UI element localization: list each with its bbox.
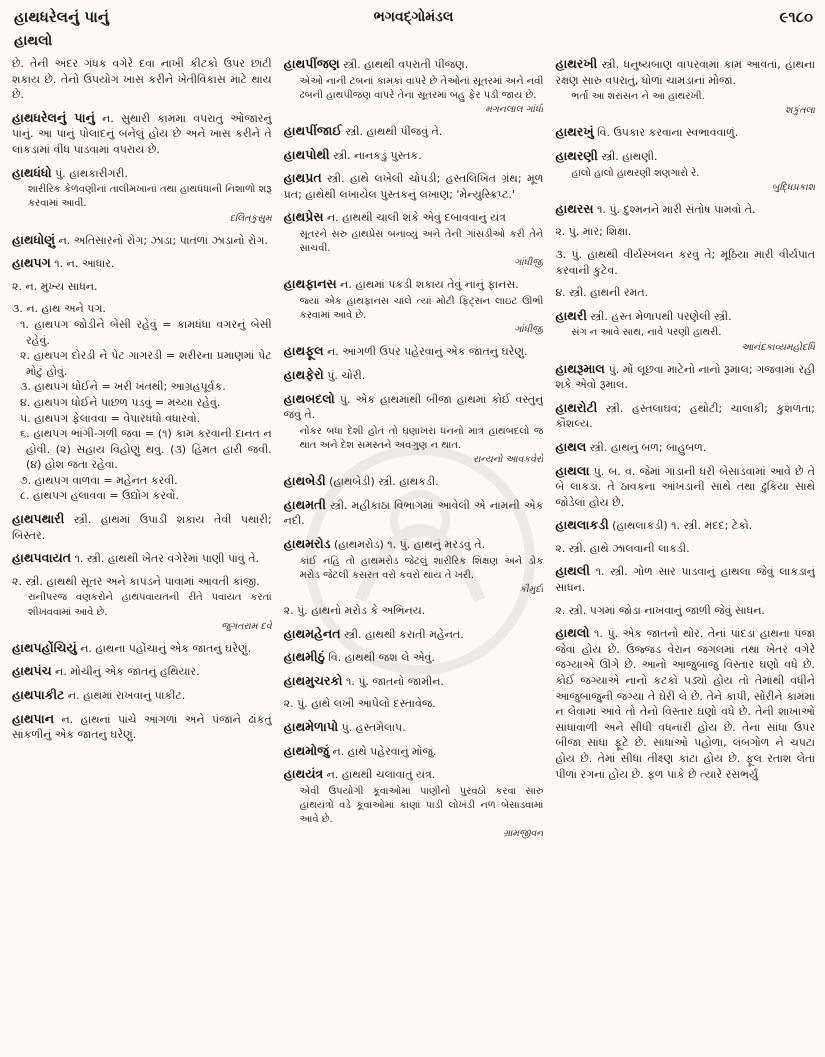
dictionary-entry	[12, 56, 272, 103]
definition-text: સ્ત્રી. હસ્તલાઘવ; હથોટી; ચાલાકી; કુશળતા; કૌશલ્ય.	[555, 401, 816, 431]
dictionary-entry	[555, 603, 815, 619]
column-1	[12, 56, 272, 1051]
headword: હાથબેડી	[283, 473, 326, 489]
definition-text: (હાથલાકડી) ૧. સ્ત્રી. મદદ; ટેકો.	[608, 519, 753, 533]
definition-text: ન. હાથથી ચાલી શકે એવું દબાવવાનું યંત્ર	[323, 211, 506, 225]
dictionary-columns	[12, 56, 815, 1051]
dictionary-entry	[12, 663, 272, 680]
dictionary-entry	[12, 110, 272, 158]
definition-text: પું. મોં લૂછવા માટેનો નાનો રૂમાલ; ગજવામાં રહી શકે એવો રૂમાલ.	[555, 362, 816, 392]
dictionary-entry	[12, 574, 272, 633]
idiom-subentry: ૬. હાથપગ ભાંગી-ગળી જવા = (૧) કામ કરવાની દાનત ન હોવી. (૨) સહાય વિહોણું થવું. (૩) હિંમત હારી જવી. (૪) હોશ જતા રહેવા.	[20, 427, 272, 472]
definition-text: ન. મોચીનું એક જાતનું હથિયાર.	[51, 665, 200, 679]
dictionary-entry	[284, 497, 544, 529]
definition-text: ન. હાથે પહેરવાનું મોજું.	[329, 744, 437, 758]
headword: હાથધંધો	[12, 164, 52, 180]
dictionary-entry	[555, 625, 815, 782]
dictionary-entry	[12, 301, 272, 504]
headword: હાથપહોંચિયું	[12, 639, 77, 655]
definition-text: ન. સુથારી કામમાં વપરાતું ઓજારનું પાનું. આ પાનું પોલાદનું બનેલું હોય છે અને ખાસ કરીને તે લાકડામાં વીંધ પાડવામાં વપરાય છે.	[12, 111, 272, 156]
dictionary-entry	[284, 209, 544, 269]
dictionary-entry	[555, 224, 815, 240]
headword: હાથરૂમાલ	[555, 360, 605, 376]
definition-text: ૨. ન. મુખ્ય સાધન.	[12, 279, 98, 293]
dictionary-entry	[555, 541, 815, 557]
dictionary-entry	[284, 170, 544, 202]
page-header	[14, 8, 813, 32]
usage-example	[300, 785, 544, 841]
example-source: આનંદકાવ્યમહોદધિ	[741, 341, 816, 353]
dictionary-entry	[555, 247, 815, 278]
dictionary-entry	[284, 473, 544, 490]
definition-text: સ્ત્રી. હાથનું બળ; બાહુબળ.	[586, 440, 707, 454]
dictionary-entry	[12, 232, 272, 249]
dictionary-entry	[284, 276, 544, 336]
definition-text: સ્ત્રી. હાથથી કરાતી મહેનત.	[340, 627, 464, 641]
dictionary-entry	[284, 743, 544, 760]
example-text: રાનીપરજ વણકરોને હાથપવાયતની રીતે પવાયત કરતાં શીખવવામાં આવે છે.	[28, 592, 272, 618]
definition-text: સ્ત્રી. હાથથી પીંજવું તે.	[342, 125, 443, 138]
example-text: કાંઈ નહિ તો હાથમરોડ જેટલું શારીરિક શિક્ષણ અને ડોક મરોડ જેટલી કસરત વરો કવરો થાય તે ખરી.	[299, 555, 544, 581]
idiom-subentry: ૪. હાથપગ ધોઈને પાછળ પડવું = મચ્યા રહેવું.	[20, 395, 221, 409]
dictionary-entry	[12, 165, 272, 225]
definition-text: સ્ત્રી. મહીકાંઠા વિભાગમાં આવેલી એ નામની એક નદી.	[283, 498, 544, 528]
dictionary-entry	[555, 308, 815, 354]
headword: હાથપીંજણ	[283, 56, 340, 71]
headword: હાથધરેલનું પાનું	[12, 109, 95, 125]
example-source: ગાંધીજી	[514, 257, 544, 269]
dictionary-entry	[555, 463, 815, 511]
headword: હાથબદલો	[283, 390, 335, 406]
example-source: ગાંધીજી	[514, 324, 544, 336]
dictionary-entry	[12, 687, 272, 704]
dictionary-entry	[12, 711, 272, 743]
headword: હાથમહેનત	[283, 625, 341, 641]
example-text: સંગ ન આવે સાથ, નાવે પરણી હાથરી.	[571, 327, 722, 339]
example-text: શારીરિક કેળવણીનાં તાલીમખાનાં તથા હાથધંધાની નિશાળો શરૂ કરવામાં આવી.	[28, 184, 272, 210]
dictionary-entry	[555, 148, 815, 194]
idiom-subentry: ૧. હાથપગ જોડીને બેસી રહેવું = કામધંધા વગરનું બેસી રહેવું.	[20, 317, 272, 347]
usage-example	[300, 295, 544, 336]
page-number: ૯૧૮૦	[779, 8, 813, 26]
definition-text: છે. તેની અંદર ગંધક વગેરે દવા નાખી કીટકો ઉપર છાંટી શકાય છે. તેનો ઉપયોગ ખાસ કરીને ખેતીવિકાસ માટે થાય છે.	[12, 57, 272, 102]
definition-text: (હાથબેડી) સ્ત્રી. હાથકડી.	[325, 475, 439, 489]
usage-example	[571, 326, 815, 353]
idiom-subentry: ૭. હાથપગ વાળવા = મહેનત કરવી.	[20, 473, 178, 487]
definition-text: પું. ચોરી.	[323, 368, 366, 382]
dictionary-entry	[555, 563, 815, 595]
headword: હાથમીઠું	[283, 649, 325, 665]
usage-example	[300, 75, 544, 116]
usage-example	[571, 167, 815, 194]
definition-text: ૧. પું. એક જાતનો થોર. તેનાં પાંદડાં હાથના પંજા જેવાં હોય છે. ઉજ્જડ વેરાન જંગલમાં તથા ખેતર વગેરે જગ્યાએ ઊગે છે. આનો આજુબાજુ વિસ્તાર ઘણો વધે છે. કોઈ જગ્યાએ નાનો કટકો પડ્યો હોય તો તેમાંથી વધીને આજુબાજુની જગ્યા તે ઘેરી લે છે. તેને કાપી, સોરીને કામમાં ન લેવામાં આવે તો તેનો વિસ્તાર ઘણો વધે છે. તેની શાખાઓ સાંધાવાળી અને સીધી વધનારી હોય છે. તેના સાંધા ઉપર બીજા સાંધા ફૂટે છે. સાંધાઓ પહોળા, લંબગોળ ને ચપટા હોય છે. તેમાં સીધા તીક્ષ્ણ કાંટા હોય છે. ફૂલ રતાશ લેતાં પીળાં રંગનાં હોય છે. ફળ પાકે છે ત્યારે રસભર્યું	[555, 627, 816, 781]
running-head-sub: હાથલો	[14, 33, 53, 49]
headword: હાથલ	[555, 438, 587, 454]
headword: હાથરખી	[555, 56, 598, 71]
definition-text: પું. એક હાથમાંથી બીજા હાથમાં કોઈ વસ્તુનું જવું તે.	[283, 392, 544, 422]
headword: હાથરસ	[555, 200, 594, 216]
dictionary-entry	[284, 391, 544, 467]
dictionary-entry	[284, 147, 544, 164]
definition-text: ૧. ન. આધાર.	[50, 257, 115, 271]
dictionary-entry	[555, 56, 815, 117]
headword: હાથમરોડ	[283, 535, 331, 551]
definition-text: ૧. સ્ત્રી. હાથથી ખેતર વગેરેમાં પાણી પાવું તે.	[71, 552, 260, 566]
headword: હાથરોટી	[555, 399, 598, 415]
dictionary-entry	[284, 123, 544, 140]
headword: હાથમેળાપો	[283, 718, 339, 734]
definition-text: સ્ત્રી. હસ્ત મેળાપથી પરણેલી સ્ત્રી.	[586, 309, 732, 323]
dictionary-entry	[284, 649, 544, 666]
example-text: ભર્તા આ શરાસન ને આ હાથરખી.	[571, 91, 705, 103]
definition-text: ૧. પું. દુશ્મનને મારી સંતોષ પામવો તે.	[593, 202, 756, 216]
definition-text: ૪. સ્ત્રી. હાથની રમત.	[555, 286, 649, 300]
example-source: દલિતકુસુમ	[229, 212, 272, 224]
definition-text: પું. બ. વ. જેમાં ગાડાની ધરી બેસાડવામાં આવે છે તે બે લાકડાં. તે ઠાવકના આંખડાની સાથે તથા ઢુકિયા સાથે જોડેલાં હોય છે.	[555, 464, 816, 509]
dictionary-entry	[12, 550, 272, 567]
headword: હાથમતી	[283, 496, 326, 512]
dictionary-entry	[555, 400, 815, 432]
idiom-subentry: ૨. હાથપગ દોરડી ને પેટ ગાગરડી = શરીરના પ્રમાણમાં પેટ મોટું હોવું.	[20, 349, 272, 378]
headword: હાથપ્રત	[283, 170, 322, 186]
definition-text: પું. હસ્તમેલાપ.	[338, 720, 406, 734]
dictionary-entry	[12, 279, 272, 295]
idiom-subentry: ૮. હાથપગ હલાવવા = ઉદ્યોગ કરવો.	[20, 489, 180, 503]
example-source: જુગતરામ દવે	[221, 620, 272, 632]
definition-text: વિ. ઉપકાર કરવાના સ્વભાવવાળું.	[593, 126, 739, 140]
column-3	[555, 56, 815, 1051]
definition-text: ૩. ન. હાથ અને પગ.	[12, 302, 106, 316]
definition-text: ન. હાથમાં પકડી શકાય તેવું નાનું ફાનસ.	[336, 278, 519, 292]
headword: હાથપોથી	[283, 146, 330, 162]
example-source: મગનલાલ ગાંધી	[485, 104, 544, 115]
definition-text: ન. હાથના પહોંચાનું એક જાતનું ઘરેણું.	[76, 641, 252, 655]
headword: હાથપાકીટ	[12, 687, 65, 703]
usage-example	[300, 555, 544, 596]
headword: હાથલાકડી	[555, 517, 609, 533]
usage-example	[300, 228, 544, 269]
definition-text: ૨. પું. માર; શિક્ષા.	[555, 225, 632, 239]
example-text: સૂતરને સરુ હાથપ્રેસ બનાવ્યું અને તેની ગાંસડીઓ કરી તેને સાચવી.	[299, 228, 544, 255]
definition-text: ન. અતિસારનો રોગ; ઝાડા; પાતળા ઝાડાનો રોગ.	[55, 233, 268, 247]
headword: હાથફેરો	[283, 366, 324, 382]
headword: હાથપવાયત	[12, 550, 72, 566]
example-source: કૌમુદી	[519, 583, 544, 595]
idiom-subentry: ૩. હાથપગ ધોઈને = ખરી ખંતથી; આગ્રહપૂર્વક.	[20, 380, 226, 394]
example-text: જ્યાં એક હાથફાનસ ચાલે ત્યાં મોટી ફિટ્સન લાઇટ ઊભી કરવામાં આવે છે.	[299, 295, 544, 322]
example-text: નોકર બધા દેશી હોત તો ઘણાખરા ધનનો માત્ર હાથબદલો જ થાત અને દેશ સમસ્તને અવગુણ ન થાત.	[299, 425, 544, 451]
example-text: એવી ઉપયોગી કૂવાઓમાં પાણીનો પુરવઠો કરવા સારુ હાથયંત્રો વડે કૂવાઓમાં કાણાં પાડી લોખંડી નળ બેસાડવામાં આવે છે.	[299, 785, 544, 826]
dictionary-entry	[555, 285, 815, 301]
dictionary-entry	[284, 603, 544, 619]
dictionary-entry	[12, 640, 272, 657]
headword: હાથફૂલ	[283, 343, 324, 359]
column-2	[284, 56, 544, 1051]
definition-text: ન. આંગળી ઉપર પહેરવાનું એક જાતનું ઘરેણું.	[323, 345, 528, 359]
definition-text: ન. હાથથી ચલાવાતું યંત્ર.	[323, 768, 436, 782]
dictionary-entry	[284, 673, 544, 690]
example-text: હાલો હાલો હાથરણી શણગારો રે.	[571, 167, 700, 179]
dictionary-entry	[284, 343, 544, 360]
definition-text: ૨. પું. હાથે લખી આપેલો દસ્તાવેજ.	[283, 697, 436, 711]
definition-text: ન. હાથનાં પાંચે આંગળાં અને પંજાને ઢાંકતું સાંકળીનું એક જાતનું ઘરેણું.	[12, 712, 272, 742]
definition-text: ૨. પું. હાથનો મરોડ કે અભિનય.	[283, 603, 426, 617]
headword: હાથપાન	[12, 710, 55, 726]
usage-example	[28, 183, 272, 224]
headword: હાથપીંજાઈ	[283, 123, 342, 138]
definition-text: (હાથમરોડ) ૧. પું. હાથનું મરડવું તે.	[330, 537, 486, 551]
dictionary-entry	[284, 766, 544, 840]
definition-text: ૧. સ્ત્રી. ગોળ સાર પાડવાનું હાથલા જેવું લાકડાનું સાધન.	[555, 565, 816, 595]
definition-text: ૧. પું. જાતનો જામીન.	[342, 674, 444, 688]
definition-text: સ્ત્રી. હાથે લખેલી ચોપડી; હસ્તલિખિત ગ્રંથ; મૂળ પ્રત; હાથેથી લખાયેલ પુસ્તકનું લખાણ; 'મેન્યુસ્ક્રિપ્ટ.'	[283, 172, 544, 201]
headword: હાથરી	[555, 307, 587, 323]
headword: હાથપંચ	[12, 663, 52, 679]
running-head-left: હાથધરેલનું પાનું	[14, 8, 109, 26]
example-source: બુદ્ધિપ્રકાશ	[771, 181, 816, 193]
headword: હાથમુચરકો	[283, 672, 343, 688]
dictionary-entry	[284, 696, 544, 712]
headword: હાથપગ	[12, 255, 51, 271]
example-source: રાન્યનો આવકવેરો	[473, 454, 544, 466]
example-source: શકુંતલા	[785, 105, 816, 117]
definition-text: સ્ત્રી. હાથમાં ઉપાડી શકાય તેવી પથારી; બિસ્તર.	[12, 513, 272, 542]
headword: હાથરખું	[555, 124, 594, 140]
dictionary-entry	[284, 719, 544, 736]
dictionary-entry	[284, 626, 544, 643]
definition-text: ન. હાથમાં રાખવાનું પાકીટ.	[64, 689, 186, 703]
headword: હાથલી	[555, 563, 590, 579]
headword: હાથરણી	[555, 147, 598, 163]
definition-text: ૨. સ્ત્રી. પગમાં જોડા નાખવાનું જાળી જેવું સાધન.	[555, 603, 765, 617]
example-text: એઓ નાની ટબનાં કામકાં વાપરે છે તેઓનાં સૂતરમાં અને નવી ઢબની હાથપીંજણ વાપરે તેના સૂતરમાં બહુ ફેર પડી જાય છે.	[299, 75, 544, 101]
headword: હાથપ્રેસ	[283, 209, 324, 225]
headword: હાથધોણું	[12, 231, 56, 247]
example-source: ગ્રામજીવન	[503, 828, 544, 840]
dictionary-entry	[12, 511, 272, 543]
headword: હાથમોજું	[283, 742, 329, 758]
definition-text: ૨. સ્ત્રી. હાથે ઝાલવાની લાકડી.	[555, 541, 690, 555]
headword: હાથલા	[555, 462, 590, 478]
dictionary-entry	[555, 201, 815, 218]
dictionary-entry	[555, 361, 815, 393]
headword: હાથપથારી	[12, 511, 65, 527]
idiom-subentry: ૫. હાથપગ ફેલાવવા = વેપારધંધો વધારવો.	[20, 411, 201, 425]
dictionary-entry	[555, 124, 815, 141]
dictionary-entry	[284, 56, 544, 116]
definition-text: સ્ત્રી. હાથણી.	[597, 149, 658, 163]
usage-example	[571, 90, 815, 117]
headword: હાથયંત્ર	[283, 766, 324, 782]
dictionary-entry	[555, 517, 815, 534]
definition-text: સ્ત્રી. નાનકડું પુસ્તક.	[329, 148, 422, 162]
dictionary-entry	[284, 367, 544, 384]
headword: હાથફાનસ	[283, 276, 337, 292]
usage-example	[28, 591, 272, 632]
definition-text: સ્ત્રી. હાથથી વપરાતી પીંજણ.	[339, 58, 469, 71]
definition-text: પું. હાથકારીગરી.	[51, 166, 128, 180]
dictionary-entry	[12, 255, 272, 272]
headword: હાથલો	[555, 625, 590, 641]
definition-text: સ્ત્રી. ધનુષ્યબાણ વાપરવામાં કામ આવતાં, હાથના રક્ષણ સારુ વપરાતું, ધોળાં ચામડાનાં મોજાં.	[555, 58, 816, 87]
definition-text: ૩. પું. હાથથી વીર્યસ્ખલન કરવું તે; મૂઠિયાં મારી વીર્યપાત કરવાની કુટેવ.	[555, 247, 816, 277]
book-title: ભગવદ્ગોમંડલ	[373, 9, 454, 25]
usage-example	[300, 425, 544, 466]
definition-text: ૨. સ્ત્રી. હાથથી સૂતર અને કાપડને પાવામાં આવતી કાંજી.	[12, 574, 260, 588]
dictionary-entry	[284, 536, 544, 596]
dictionary-entry	[555, 439, 815, 456]
definition-text: વિ. હાથથી જશ લે એવું.	[324, 651, 435, 665]
